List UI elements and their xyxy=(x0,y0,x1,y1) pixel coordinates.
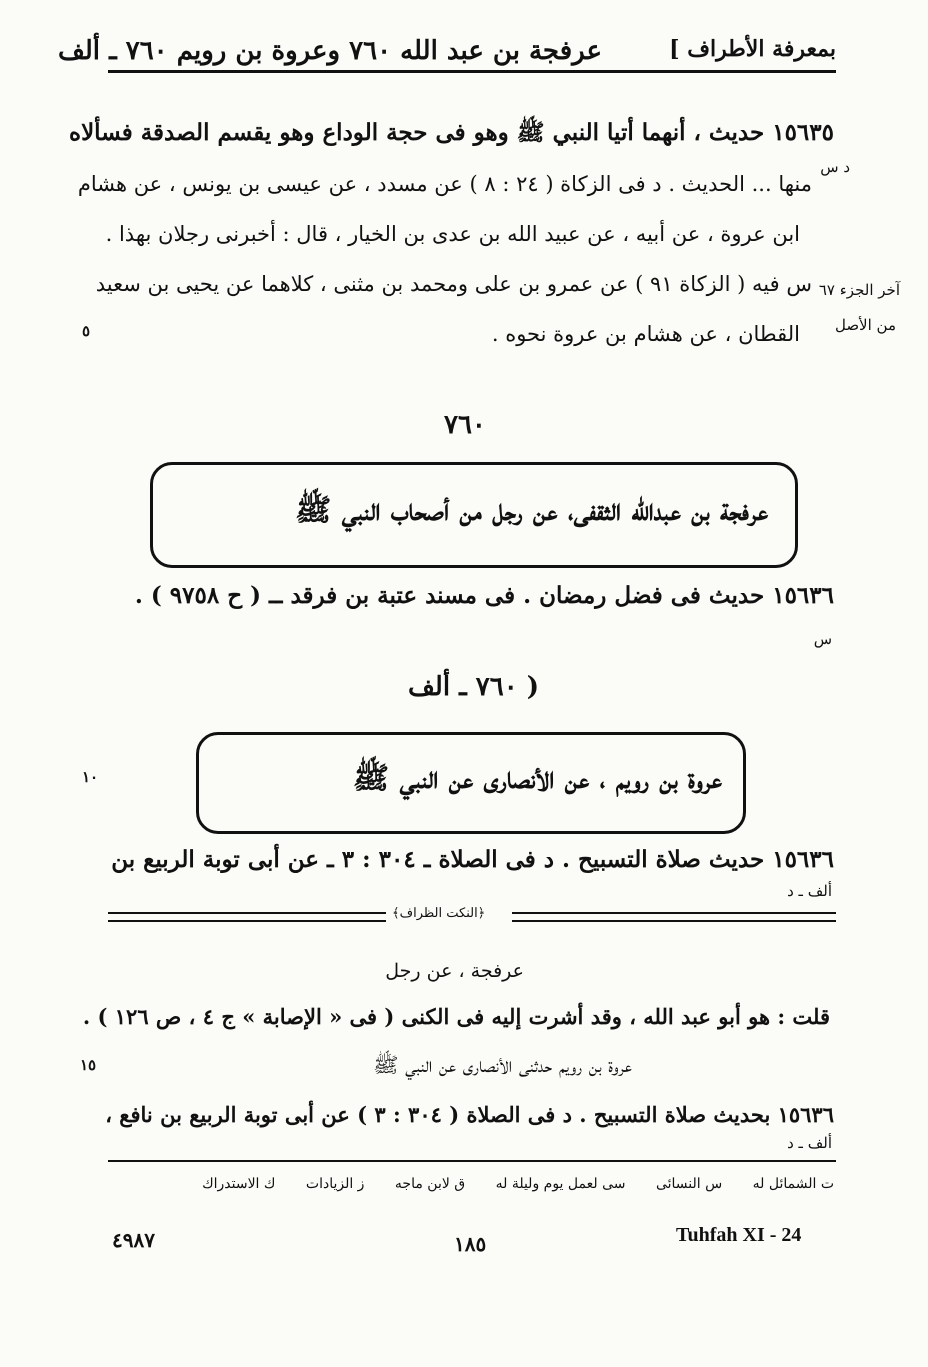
entry-15636a-line: ١٥٦٣٦ حديث صلاة التسبيح . د فى الصلاة ـ ٣٠٤ : ٣ ـ عن أبى توبة الربيع بن xyxy=(111,846,834,873)
nukat-ornament-label: ﴿النكت الظراف﴾ xyxy=(386,906,491,921)
entry-15635-line-2: منها ... الحديث . د فى الزكاة ( ٢٤ : ٨ ) عن مسدد ، عن عيسى بن يونس ، عن هشام xyxy=(77,172,812,196)
line-number-10: ١٠ xyxy=(82,768,99,786)
entry-15635-line-3: ابن عروة ، عن أبيه ، عن عبيد الله بن عدى بن الخيار ، قال : أخبرنى رجلان بهذا . xyxy=(105,222,800,246)
margin-note-end-of-part: آخر الجزء ٦٧ xyxy=(818,281,900,299)
header-rule xyxy=(108,70,836,73)
footer-right-code: Tuhfah XI - 24 xyxy=(676,1224,802,1246)
footer-left-code: ٤٩٨٧ xyxy=(112,1228,155,1252)
chapter-760-title: عرفجة بن عبدالله الثقفى، عن رجل من أصحاب النبي ﷺ xyxy=(295,493,768,528)
nukat-subheading: عروة بن رويم حدثنى الأنصارى عن النبي ﷺ xyxy=(373,1053,632,1077)
entry-15635-line-4: س فيه ( الزكاة ٩١ ) عن عمرو بن على ومحمد بن مثنى ، كلاهما عن يحيى بن سعيد xyxy=(95,272,812,296)
chapter-760-number: ٧٦٠ xyxy=(444,410,486,440)
nukat-divider-left xyxy=(108,912,386,922)
nukat-entry-siglum: ألف ـ د xyxy=(787,1134,832,1152)
nukat-heading: عرفجة ، عن رجل xyxy=(385,960,524,982)
entry-15635-line-5: القطان ، عن هشام بن عروة نحوه . xyxy=(491,322,800,346)
legend-item: سى لعمل يوم وليلة له xyxy=(495,1176,626,1192)
entry-15636-siglum: س xyxy=(813,630,832,648)
chapter-760a-number: ( ٧٦٠ ـ ألف xyxy=(408,672,540,702)
entry-15635-line-1: ١٥٦٣٥ حديث ، أنهما أتيا النبي ﷺ وهو فى حجة الوداع وهو يقسم الصدقة فسألاه xyxy=(69,119,834,146)
margin-note-from-original: من الأصل xyxy=(834,316,896,334)
line-number-5: ٥ xyxy=(82,322,91,340)
nukat-entry-line: ١٥٦٣٦ بحديث صلاة التسبيح . د فى الصلاة ( ٣٠٤ : ٣ ) عن أبى توبة الربيع بن نافع ، xyxy=(105,1102,834,1127)
legend-item: س النسائى xyxy=(655,1176,723,1192)
nukat-divider-right xyxy=(512,912,836,922)
chapter-760a-title: عروة بن رويم ، عن الأنصارى عن النبي ﷺ xyxy=(352,761,722,796)
legend-item: ت الشمائل له xyxy=(752,1176,834,1192)
nukat-note: قلت : هو أبو عبد الله ، وقد أشرت إليه فى الكنى ( فى « الإصابة » ج ٤ ، ص ١٢٦ ) . xyxy=(82,1004,830,1029)
page-number: ١٨٥ xyxy=(454,1232,487,1256)
line-number-15: ١٥ xyxy=(80,1056,97,1074)
footer-rule xyxy=(108,1160,836,1162)
footer-legend xyxy=(176,1176,834,1192)
running-head-title: عرفجة بن عبد الله ٧٦٠ وعروة بن رويم ٧٦٠ ـ ألف xyxy=(57,36,602,66)
entry-15636a-siglum: ألف ـ د xyxy=(787,882,832,900)
running-head-section: بمعرفة الأطراف ] xyxy=(669,36,836,62)
entry-15635-siglum: د س xyxy=(820,158,850,176)
legend-item: ق لابن ماجه xyxy=(394,1176,466,1192)
entry-15636-line: ١٥٦٣٦ حديث فى فضل رمضان . فى مسند عتبة بن فرقد ــ ( ح ٩٧٥٨ ) . xyxy=(134,582,834,609)
legend-item: ز الزيادات xyxy=(305,1176,365,1192)
legend-item: ك الاستدراك xyxy=(202,1176,276,1192)
